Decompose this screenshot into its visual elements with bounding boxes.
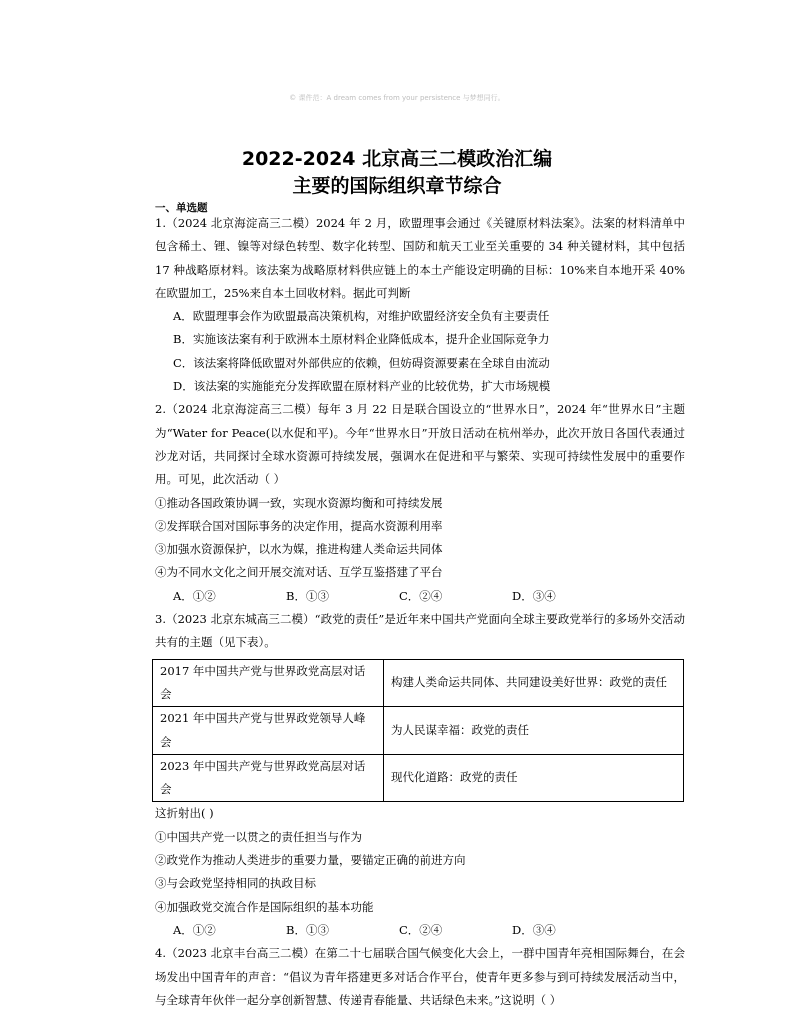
question-4-stem: 4.（2023 北京丰台高三二模）在第二十七届联合国气候变化大会上，一群中国青年亮相国际舞台，在会场发出中国青年的声音：“倡议为青年搭建更多对话合作平台，使青年更多参与到可持续发展活动当中，与全球青年伙伴一起分享创新智慧、传递青春能量、共话绿色未来。”这说明（ ） (155, 946, 685, 1007)
question-2-choices (155, 585, 685, 608)
question-2-statement-2: ②发挥联合国对国际事务的决定作用，提高水资源利用率 (155, 518, 443, 533)
question-3-statement-3: ③与会政党坚持相同的执政目标 (155, 876, 316, 891)
table-row (153, 754, 684, 802)
watermark: © 课件范：A dream comes from your persistence 与梦想同行。 (289, 94, 505, 102)
table-row (153, 707, 684, 755)
question-3-statement-1: ①中国共产党一以贯之的责任担当与作为 (155, 829, 362, 844)
document-subtitle: 主要的国际组织章节综合 (292, 175, 502, 197)
question-2-stem: 2.（2024 北京海淀高三二模）每年 3 月 22 日是联合国设立的“世界水日”，2024 年“世界水日”主题为“Water for Peace(以水促和平)。今年“世界水日”开放日活动在杭州举办，此次开放日各国代表通过沙龙对话，共同探讨全球水资源可持续发展，强调水在促进和平与繁荣、实现可持续性发展中的重要作用。可见，此次活动（ ） (155, 402, 685, 487)
question-1-option-d: D．该法案的实施能充分发挥欧盟在原材料产业的比较优势，扩大市场规模 (173, 379, 551, 394)
question-3-table (152, 659, 684, 803)
question-1-option-b: B．实施该法案有利于欧洲本土原材料企业降低成本，提升企业国际竞争力 (173, 332, 550, 347)
question-3-choice-d: D．③④ (512, 922, 556, 937)
table-cell-theme: 现代化道路：政党的责任 (384, 754, 684, 802)
question-3-choice-a: A．①② (173, 922, 216, 937)
question-3-choice-b: B．①③ (286, 922, 329, 937)
question-3-choice-c: C．②④ (399, 922, 443, 937)
question-2-choice-d: D．③④ (512, 588, 556, 603)
table-row (153, 659, 684, 707)
table-cell-event: 2023 年中国共产党与世界政党高层对话会 (153, 754, 384, 802)
table-cell-event: 2021 年中国共产党与世界政党领导人峰会 (153, 707, 384, 755)
question-2-choice-c: C．②④ (399, 588, 443, 603)
table-cell-theme: 构建人类命运共同体、共同建设美好世界：政党的责任 (384, 659, 684, 707)
question-1-option-c: C．该法案将降低欧盟对外部供应的依赖，但妨碍资源要素在全球自由流动 (173, 355, 550, 370)
section-heading: 一、单选题 (155, 202, 208, 214)
question-2-statement-1: ①推动各国政策协调一致，实现水资源均衡和可持续发展 (155, 495, 443, 510)
question-3-statement-2: ②政党作为推动人类进步的重要力量，要锚定正确的前进方向 (155, 853, 466, 868)
question-list (155, 212, 685, 1012)
question-3-follow: 这折射出( ) (155, 806, 214, 821)
question-3-statement-4: ④加强政党交流合作是国际组织的基本功能 (155, 899, 374, 914)
question-1-stem: 1.（2024 北京海淀高三二模）2024 年 2 月，欧盟理事会通过《关键原材料法案》。法案的材料清单中包含稀土、锂、镍等对绿色转型、数字化转型、国防和航天工业至关重要的 34 种关键材料，其中包括 17 种战略原材料。该法案为战略原材料供应链上的本土产能设定明确的目标：10%来自本地开采 40%在欧盟加工，25%来自本土回收材料。据此可判断 (155, 216, 685, 300)
document-title: 2022-2024 北京高三二模政治汇编 (241, 148, 553, 170)
question-3-choices (155, 919, 685, 942)
question-2-statement-3: ③加强水资源保护，以水为媒，推进构建人类命运共同体 (155, 542, 443, 557)
question-2-choice-b: B．①③ (286, 588, 329, 603)
question-2-statement-4: ④为不同水文化之间开展交流对话、互学互鉴搭建了平台 (155, 565, 443, 580)
question-1-option-a: A．欧盟理事会作为欧盟最高决策机构，对维护欧盟经济安全负有主要责任 (173, 309, 550, 324)
table-cell-event: 2017 年中国共产党与世界政党高层对话会 (153, 659, 384, 707)
question-3-stem: 3.（2023 北京东城高三二模）“政党的责任”是近年来中国共产党面向全球主要政党举行的多场外交活动共有的主题（见下表）。 (155, 612, 685, 650)
table-cell-theme: 为人民谋幸福：政党的责任 (384, 707, 684, 755)
question-2-choice-a: A．①② (173, 588, 216, 603)
